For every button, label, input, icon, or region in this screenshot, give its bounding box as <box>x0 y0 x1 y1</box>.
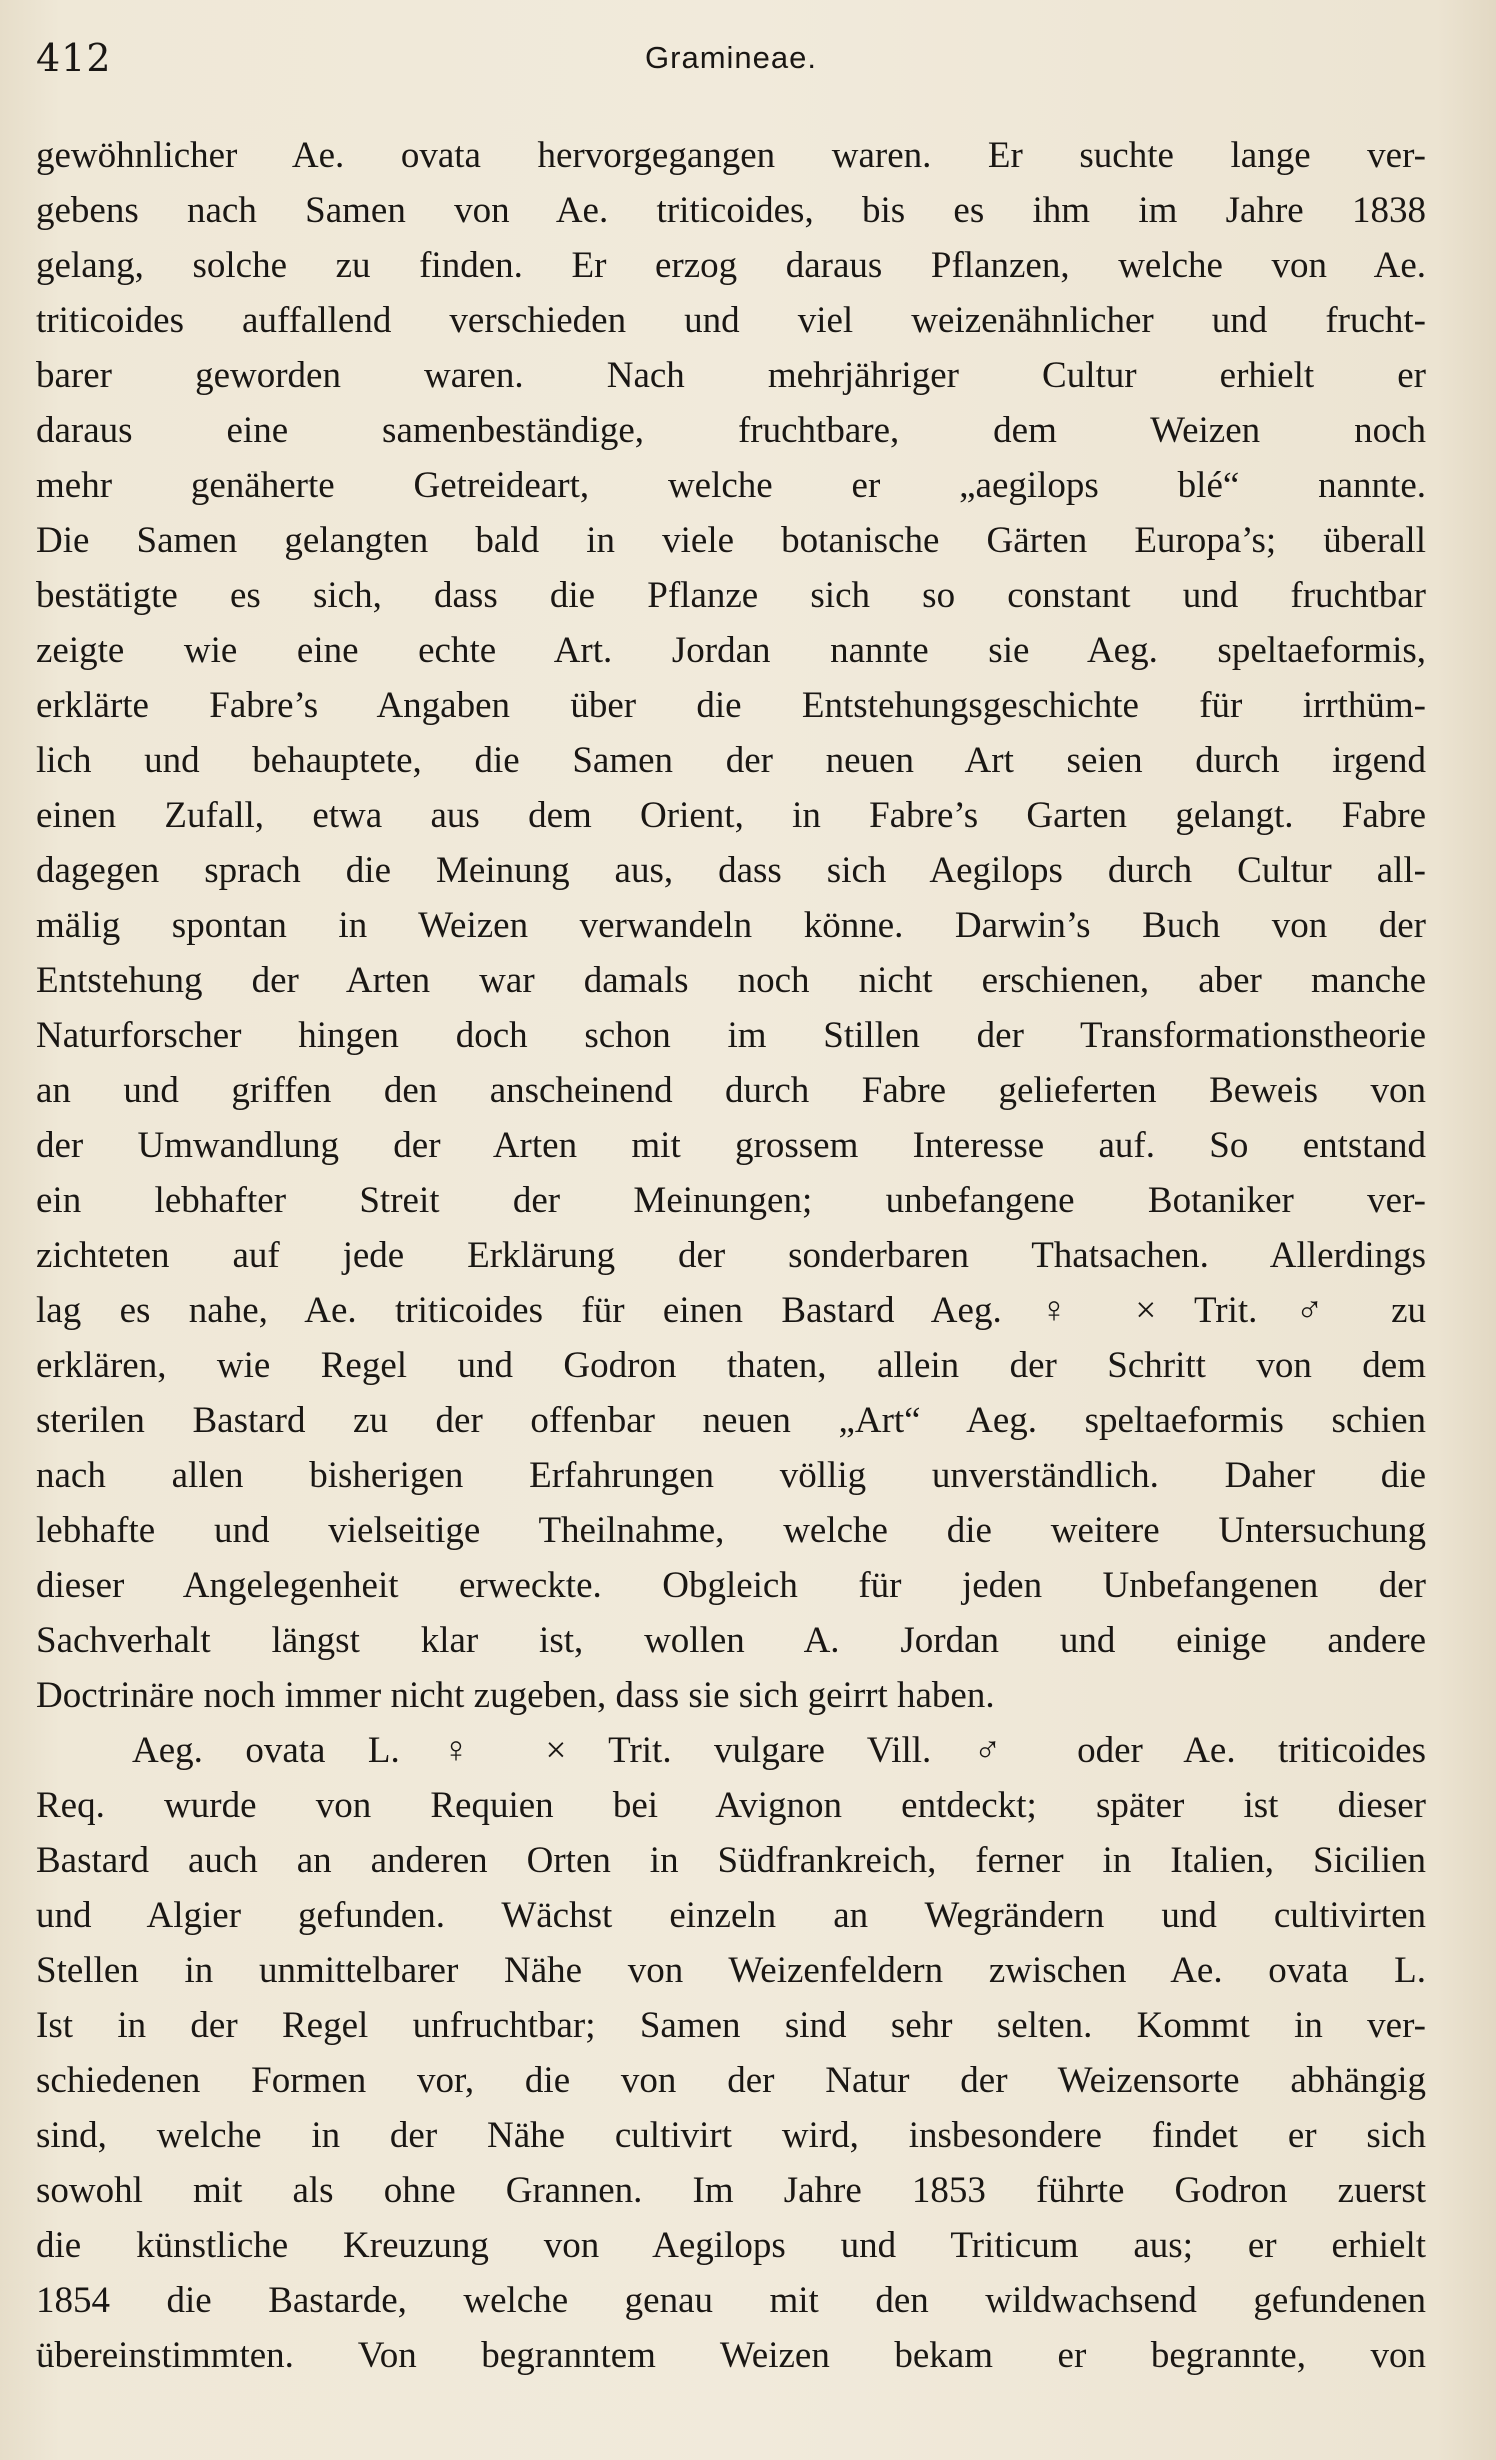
text-line: Aeg. ovata L. ♀ × Trit. vulgare Vill. ♂ oder Ae. triticoides <box>132 1730 1426 1771</box>
text-line: triticoides auffallend verschieden und viel weizenähnlicher und frucht- <box>36 300 1426 341</box>
text-line: Die Samen gelangten bald in viele botanische Gärten Europa’s; überall <box>36 520 1426 561</box>
text-line: sind, welche in der Nähe cultivirt wird, insbesondere findet er sich <box>36 2115 1426 2156</box>
text-line: dieser Angelegenheit erweckte. Obgleich für jeden Unbefangenen der <box>36 1565 1426 1606</box>
page-header <box>36 36 1426 86</box>
text-line: nach allen bisherigen Erfahrungen völlig unverständlich. Daher die <box>36 1455 1426 1496</box>
page-number: 412 <box>36 36 112 80</box>
text-line: dagegen sprach die Meinung aus, dass sich Aegilops durch Cultur all- <box>36 850 1426 891</box>
text-line: Stellen in unmittelbarer Nähe von Weizenfeldern zwischen Ae. ovata L. <box>36 1950 1426 1991</box>
text-line: sowohl mit als ohne Grannen. Im Jahre 1853 führte Godron zuerst <box>36 2170 1426 2211</box>
text-line: gelang, solche zu finden. Er erzog daraus Pflanzen, welche von Ae. <box>36 245 1426 286</box>
text-line: barer geworden waren. Nach mehrjähriger Cultur erhielt er <box>36 355 1426 396</box>
text-line: lag es nahe, Ae. triticoides für einen Bastard Aeg. ♀ × Trit. ♂ zu <box>36 1290 1426 1331</box>
text-line: zeigte wie eine echte Art. Jordan nannte sie Aeg. speltaeformis, <box>36 630 1426 671</box>
text-line: Sachverhalt längst klar ist, wollen A. Jordan und einige andere <box>36 1620 1426 1661</box>
text-line: gebens nach Samen von Ae. triticoides, bis es ihm im Jahre 1838 <box>36 190 1426 231</box>
text-line: an und griffen den anscheinend durch Fabre gelieferten Beweis von <box>36 1070 1426 1111</box>
text-line: zichteten auf jede Erklärung der sonderbaren Thatsachen. Allerdings <box>36 1235 1426 1276</box>
text-line: Req. wurde von Requien bei Avignon entdeckt; später ist dieser <box>36 1785 1426 1826</box>
text-line: Naturforscher hingen doch schon im Stillen der Transformationstheorie <box>36 1015 1426 1056</box>
text-line: daraus eine samenbeständige, fruchtbare, dem Weizen noch <box>36 410 1426 451</box>
text-line: und Algier gefunden. Wächst einzeln an Wegrändern und cultivirten <box>36 1895 1426 1936</box>
running-head: Gramineae. <box>645 40 817 75</box>
text-line: erklären, wie Regel und Godron thaten, allein der Schritt von dem <box>36 1345 1426 1386</box>
text-line: mehr genäherte Getreideart, welche er „aegilops blé“ nannte. <box>36 465 1426 506</box>
text-line: gewöhnlicher Ae. ovata hervorgegangen waren. Er suchte lange ver- <box>36 135 1426 176</box>
text-line: mälig spontan in Weizen verwandeln könne. Darwin’s Buch von der <box>36 905 1426 946</box>
body-text <box>36 128 1426 2383</box>
text-line: ein lebhafter Streit der Meinungen; unbefangene Botaniker ver- <box>36 1180 1426 1221</box>
text-line: einen Zufall, etwa aus dem Orient, in Fabre’s Garten gelangt. Fabre <box>36 795 1426 836</box>
text-line: der Umwandlung der Arten mit grossem Interesse auf. So entstand <box>36 1125 1426 1166</box>
text-line: die künstliche Kreuzung von Aegilops und Triticum aus; er erhielt <box>36 2225 1426 2266</box>
text-line: bestätigte es sich, dass die Pflanze sich so constant und fruchtbar <box>36 575 1426 616</box>
text-line: schiedenen Formen vor, die von der Natur der Weizensorte abhängig <box>36 2060 1426 2101</box>
text-line: 1854 die Bastarde, welche genau mit den wildwachsend gefundenen <box>36 2280 1426 2321</box>
text-line: übereinstimmten. Von begranntem Weizen bekam er begrannte, von <box>36 2335 1426 2376</box>
text-line: Ist in der Regel unfruchtbar; Samen sind sehr selten. Kommt in ver- <box>36 2005 1426 2046</box>
text-line: lebhafte und vielseitige Theilnahme, welche die weitere Untersuchung <box>36 1510 1426 1551</box>
text-line: Doctrinäre noch immer nicht zugeben, dass sie sich geirrt haben. <box>36 1675 995 1716</box>
text-line: erklärte Fabre’s Angaben über die Entstehungsgeschichte für irrthüm- <box>36 685 1426 726</box>
text-line: sterilen Bastard zu der offenbar neuen „Art“ Aeg. speltaeformis schien <box>36 1400 1426 1441</box>
text-line: Bastard auch an anderen Orten in Südfrankreich, ferner in Italien, Sicilien <box>36 1840 1426 1881</box>
text-line: Entstehung der Arten war damals noch nicht erschienen, aber manche <box>36 960 1426 1001</box>
text-line: lich und behauptete, die Samen der neuen Art seien durch irgend <box>36 740 1426 781</box>
